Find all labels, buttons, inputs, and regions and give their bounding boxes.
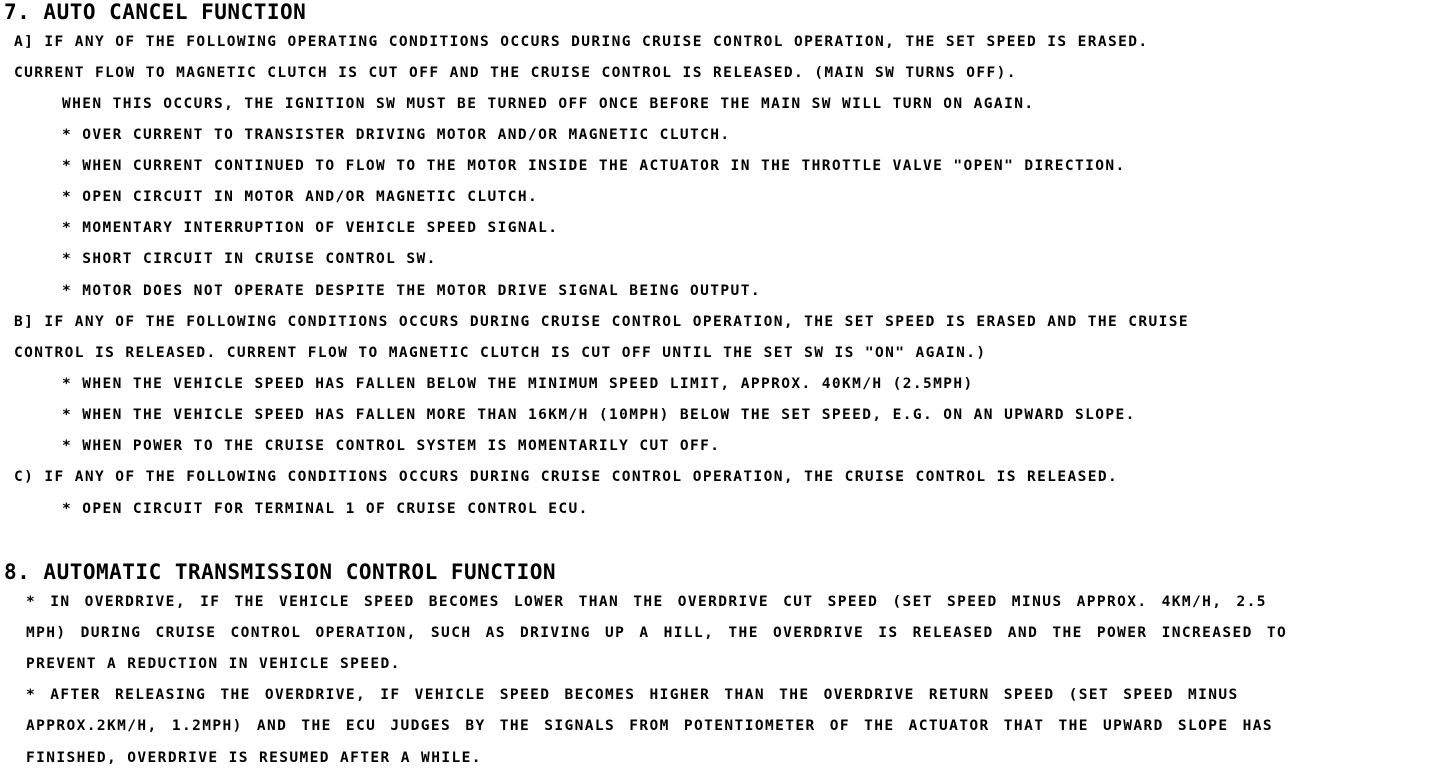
section-8-paragraph-2-line-3: FINISHED, OVERDRIVE IS RESUMED AFTER A WHILE. bbox=[26, 750, 482, 766]
section-7a-line-3: WHEN THIS OCCURS, THE IGNITION SW MUST BE TURNED OFF ONCE BEFORE THE MAIN SW WILL TURN ON AGAIN. bbox=[62, 96, 1035, 112]
section-8-paragraph-1-line-2: MPH) DURING CRUISE CONTROL OPERATION, SUCH AS DRIVING UP A HILL, THE OVERDRIVE IS RELEASED AND THE POWER INCREASED TO bbox=[26, 625, 1288, 641]
section-7c-line-1: C) IF ANY OF THE FOLLOWING CONDITIONS OCCURS DURING CRUISE CONTROL OPERATION, THE CRUISE CONTROL IS RELEASED. bbox=[14, 469, 1119, 485]
section-7a-line-2: CURRENT FLOW TO MAGNETIC CLUTCH IS CUT OFF AND THE CRUISE CONTROL IS RELEASED. (MAIN SW TURNS OFF). bbox=[14, 65, 1017, 81]
section-7a-item-5: * SHORT CIRCUIT IN CRUISE CONTROL SW. bbox=[62, 251, 437, 267]
section-8-paragraph-2-line-1: * AFTER RELEASING THE OVERDRIVE, IF VEHICLE SPEED BECOMES HIGHER THAN THE OVERDRIVE RETURN SPEED (SET SPEED MINUS bbox=[26, 687, 1239, 703]
section-7b-item-1: * WHEN THE VEHICLE SPEED HAS FALLEN BELOW THE MINIMUM SPEED LIMIT, APPROX. 40KM/H (2.5MPH) bbox=[62, 376, 974, 392]
section-7a-item-1: * OVER CURRENT TO TRANSISTER DRIVING MOTOR AND/OR MAGNETIC CLUTCH. bbox=[62, 127, 731, 143]
section-7b-item-3: * WHEN POWER TO THE CRUISE CONTROL SYSTEM IS MOMENTARILY CUT OFF. bbox=[62, 438, 721, 454]
section-8-paragraph-2-line-2: APPROX.2KM/H, 1.2MPH) AND THE ECU JUDGES BY THE SIGNALS FROM POTENTIOMETER OF THE ACTUATOR THAT THE UPWARD SLOPE HAS bbox=[26, 718, 1274, 734]
section-8-paragraph-1-line-1: * IN OVERDRIVE, IF THE VEHICLE SPEED BECOMES LOWER THAN THE OVERDRIVE CUT SPEED (SET SPEED MINUS APPROX. 4KM/H, 2.5 bbox=[26, 594, 1267, 610]
section-7a-item-4: * MOMENTARY INTERRUPTION OF VEHICLE SPEED SIGNAL. bbox=[62, 220, 559, 236]
section-7a-item-2: * WHEN CURRENT CONTINUED TO FLOW TO THE MOTOR INSIDE THE ACTUATOR IN THE THROTTLE VALVE "OPEN" DIRECTION. bbox=[62, 158, 1126, 174]
section-8-paragraph-1-line-3: PREVENT A REDUCTION IN VEHICLE SPEED. bbox=[26, 656, 401, 672]
section-7b-line-1: B] IF ANY OF THE FOLLOWING CONDITIONS OCCURS DURING CRUISE CONTROL OPERATION, THE SET SPEED IS ERASED AND THE CRUISE bbox=[14, 314, 1190, 330]
section-7-title: 7. AUTO CANCEL FUNCTION bbox=[4, 0, 307, 24]
section-7a-line-1: A] IF ANY OF THE FOLLOWING OPERATING CONDITIONS OCCURS DURING CRUISE CONTROL OPERATION, THE SET SPEED IS ERASED. bbox=[14, 34, 1149, 50]
section-7b-item-2: * WHEN THE VEHICLE SPEED HAS FALLEN MORE THAN 16KM/H (10MPH) BELOW THE SET SPEED, E.G. ON AN UPWARD SLOPE. bbox=[62, 407, 1136, 423]
section-7a-item-6: * MOTOR DOES NOT OPERATE DESPITE THE MOTOR DRIVE SIGNAL BEING OUTPUT. bbox=[62, 283, 761, 299]
section-7b-line-2: CONTROL IS RELEASED. CURRENT FLOW TO MAGNETIC CLUTCH IS CUT OFF UNTIL THE SET SW IS "ON" AGAIN.) bbox=[14, 345, 987, 361]
section-8-title: 8. AUTOMATIC TRANSMISSION CONTROL FUNCTION bbox=[4, 560, 557, 584]
section-7c-item-1: * OPEN CIRCUIT FOR TERMINAL 1 OF CRUISE CONTROL ECU. bbox=[62, 501, 589, 517]
section-7a-item-3: * OPEN CIRCUIT IN MOTOR AND/OR MAGNETIC CLUTCH. bbox=[62, 189, 539, 205]
